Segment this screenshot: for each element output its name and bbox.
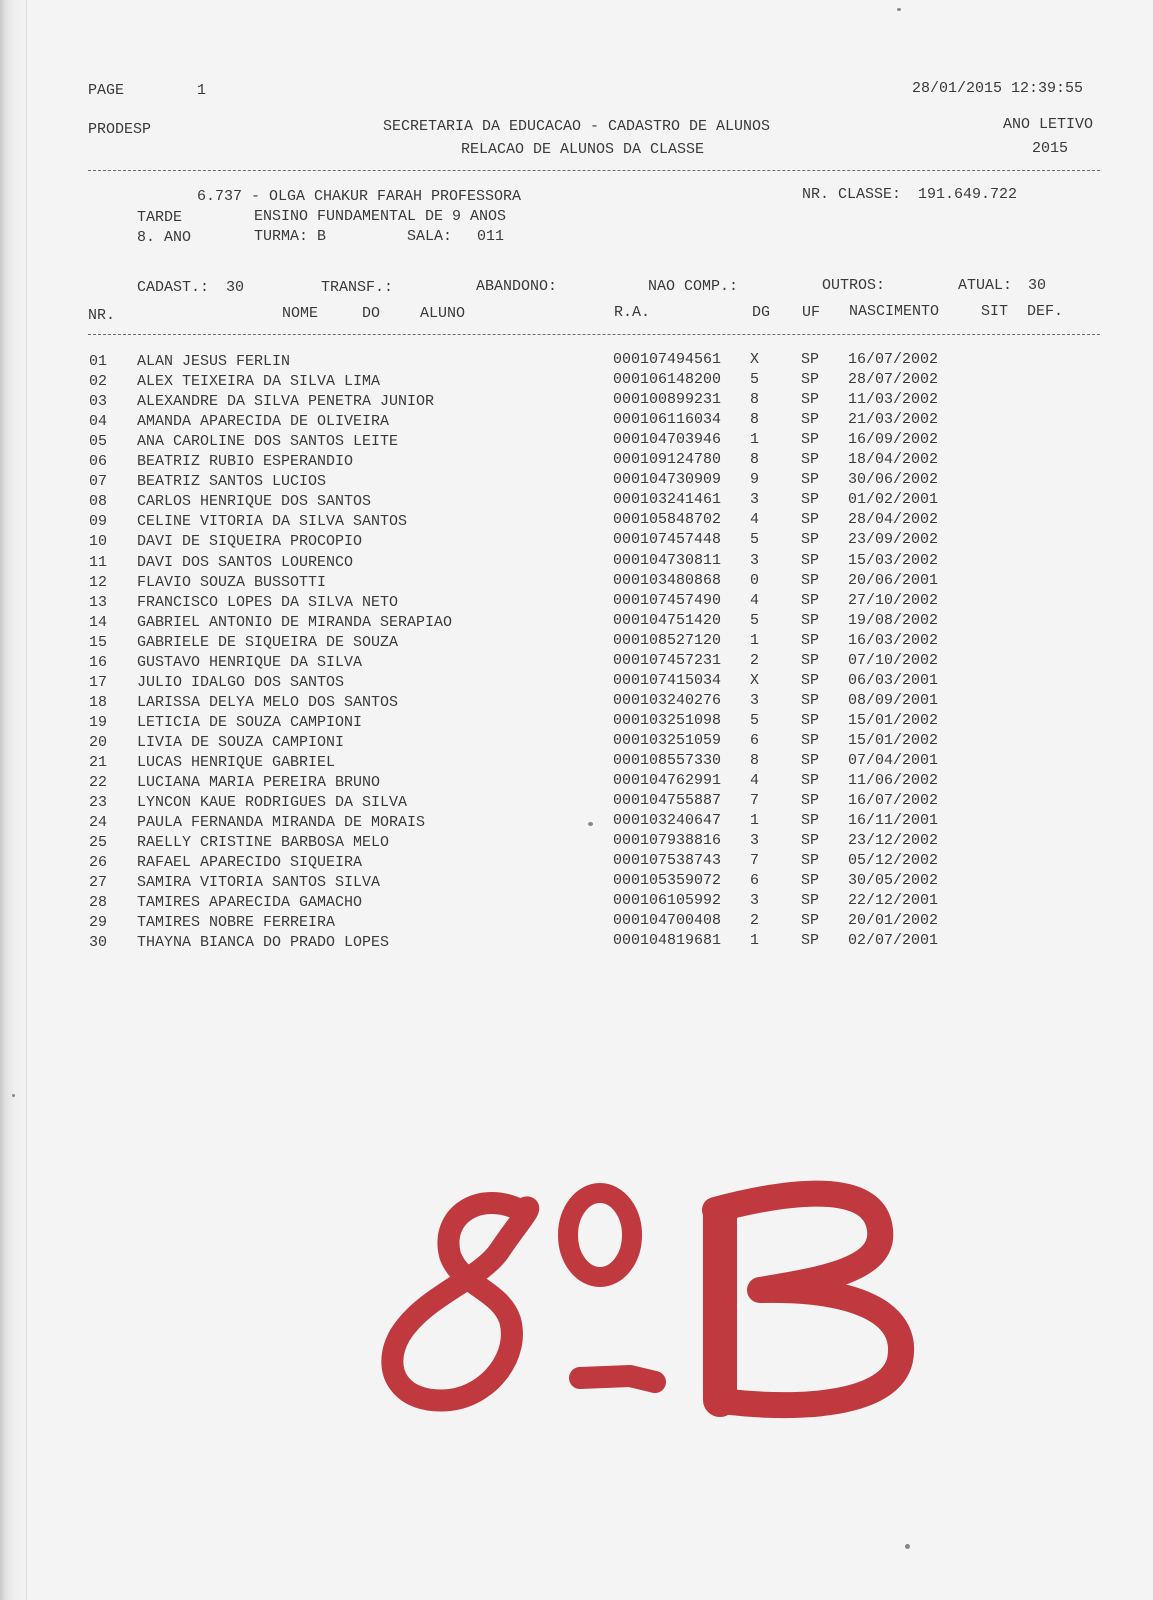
row-ra: 000103251059 [613,732,722,749]
row-student-name: CELINE VITORIA DA SILVA SANTOS [137,513,408,530]
row-dg: 2 [750,652,760,669]
row-ra: 000104751420 [613,612,722,629]
scan-edge [0,0,28,1600]
row-ra: 000107938816 [613,832,722,849]
page-label: PAGE [88,82,125,99]
row-birth-date: 20/01/2002 [848,912,939,929]
row-birth-date: 01/02/2001 [848,491,939,508]
row-birth-date: 16/03/2002 [848,632,939,649]
row-uf: SP [801,752,820,769]
col-header-nome: NOME [282,305,319,322]
row-birth-date: 20/06/2001 [848,572,939,589]
row-birth-date: 16/07/2002 [848,351,939,368]
row-nr: 07 [89,473,108,490]
row-ra: 000103240647 [613,812,722,829]
row-ra: 000100899231 [613,391,722,408]
row-dg: 8 [750,752,760,769]
col-header-uf: UF [802,304,821,321]
row-student-name: AMANDA APARECIDA DE OLIVEIRA [137,413,390,430]
row-nr: 11 [89,554,108,571]
row-ra: 000103251098 [613,712,722,729]
row-student-name: LYNCON KAUE RODRIGUES DA SILVA [137,794,408,811]
row-student-name: RAELLY CRISTINE BARBOSA MELO [137,834,390,851]
row-nr: 20 [89,734,108,751]
row-student-name: PAULA FERNANDA MIRANDA DE MORAIS [137,814,426,831]
abandono-label: ABANDONO: [476,278,558,295]
row-dg: 4 [750,592,760,609]
row-nr: 16 [89,654,108,671]
row-student-name: GABRIELE DE SIQUEIRA DE SOUZA [137,634,399,651]
row-ra: 000104730811 [613,552,722,569]
org-name: PRODESP [88,121,152,138]
separator-line [88,334,1100,335]
row-birth-date: 19/08/2002 [848,612,939,629]
row-nr: 04 [89,413,108,430]
row-birth-date: 16/09/2002 [848,431,939,448]
row-student-name: TAMIRES NOBRE FERREIRA [137,914,336,931]
row-ra: 000107415034 [613,672,722,689]
col-header-def: DEF. [1027,303,1064,320]
row-nr: 21 [89,754,108,771]
atual-label: ATUAL: [958,277,1013,294]
row-nr: 14 [89,614,108,631]
row-ra: 000107538743 [613,852,722,869]
row-uf: SP [801,852,820,869]
row-birth-date: 02/07/2001 [848,932,939,949]
row-birth-date: 07/04/2001 [848,752,939,769]
row-dg: 3 [750,832,760,849]
row-birth-date: 22/12/2001 [848,892,939,909]
row-ra: 000108527120 [613,632,722,649]
row-birth-date: 28/04/2002 [848,511,939,528]
row-nr: 25 [89,834,108,851]
sala-value: 011 [477,228,505,245]
row-birth-date: 06/03/2001 [848,672,939,689]
row-student-name: LIVIA DE SOUZA CAMPIONI [137,734,345,751]
scan-speck [897,8,901,11]
row-birth-date: 16/07/2002 [848,792,939,809]
cadast-value: 30 [226,279,245,296]
row-student-name: ALAN JESUS FERLIN [137,353,291,370]
row-student-name: BEATRIZ SANTOS LUCIOS [137,473,327,490]
row-dg: 8 [750,391,760,408]
row-student-name: ALEXANDRE DA SILVA PENETRA JUNIOR [137,393,435,410]
row-ra: 000106105992 [613,892,722,909]
row-ra: 000104819681 [613,932,722,949]
row-uf: SP [801,732,820,749]
row-nr: 24 [89,814,108,831]
transf-label: TRANSF.: [321,279,394,296]
col-header-sit: SIT [981,303,1009,320]
row-student-name: DAVI DOS SANTOS LOURENCO [137,554,354,571]
row-student-name: BEATRIZ RUBIO ESPERANDIO [137,453,354,470]
scan-speck [905,1544,910,1549]
row-birth-date: 08/09/2001 [848,692,939,709]
row-student-name: LUCIANA MARIA PEREIRA BRUNO [137,774,381,791]
grade: 8. ANO [137,229,192,246]
row-ra: 000104700408 [613,912,722,929]
row-uf: SP [801,491,820,508]
row-birth-date: 05/12/2002 [848,852,939,869]
cadast-label: CADAST.: [137,279,210,296]
row-uf: SP [801,351,820,368]
school-name: 6.737 - OLGA CHAKUR FARAH PROFESSORA [197,188,522,205]
row-ra: 000105848702 [613,511,722,528]
row-uf: SP [801,391,820,408]
row-nr: 02 [89,373,108,390]
row-birth-date: 07/10/2002 [848,652,939,669]
row-birth-date: 30/05/2002 [848,872,939,889]
report-subtitle: RELACAO DE ALUNOS DA CLASSE [461,141,705,158]
row-birth-date: 21/03/2002 [848,411,939,428]
row-birth-date: 11/03/2002 [848,391,939,408]
row-nr: 01 [89,353,108,370]
handwritten-eight [392,1203,528,1401]
row-birth-date: 15/01/2002 [848,712,939,729]
row-nr: 28 [89,894,108,911]
row-ra: 000106116034 [613,411,722,428]
row-birth-date: 23/12/2002 [848,832,939,849]
row-dg: 1 [750,932,760,949]
row-uf: SP [801,411,820,428]
row-nr: 30 [89,934,108,951]
row-birth-date: 28/07/2002 [848,371,939,388]
row-nr: 22 [89,774,108,791]
row-dg: 6 [750,872,760,889]
row-uf: SP [801,632,820,649]
handwritten-ordinal-circle [568,1193,632,1277]
row-uf: SP [801,531,820,548]
row-nr: 23 [89,794,108,811]
row-student-name: SAMIRA VITORIA SANTOS SILVA [137,874,381,891]
row-uf: SP [801,552,820,569]
school-year: 2015 [1032,140,1069,157]
scan-speck [588,822,593,826]
row-uf: SP [801,612,820,629]
row-student-name: LARISSA DELYA MELO DOS SANTOS [137,694,399,711]
row-birth-date: 15/03/2002 [848,552,939,569]
row-uf: SP [801,712,820,729]
row-dg: 0 [750,572,760,589]
class-number-label: NR. CLASSE: [802,186,902,203]
row-dg: 1 [750,431,760,448]
row-uf: SP [801,471,820,488]
row-dg: 3 [750,892,760,909]
row-ra: 000107457231 [613,652,722,669]
row-uf: SP [801,872,820,889]
row-dg: 5 [750,531,760,548]
row-student-name: GABRIEL ANTONIO DE MIRANDA SERAPIAO [137,614,453,631]
row-ra: 000107457490 [613,592,722,609]
row-ra: 000104730909 [613,471,722,488]
separator-line [88,170,1100,171]
row-student-name: RAFAEL APARECIDO SIQUEIRA [137,854,363,871]
row-dg: 5 [750,712,760,729]
row-uf: SP [801,431,820,448]
row-student-name: CARLOS HENRIQUE DOS SANTOS [137,493,372,510]
row-nr: 03 [89,393,108,410]
row-dg: 8 [750,451,760,468]
row-uf: SP [801,511,820,528]
row-nr: 10 [89,533,108,550]
row-uf: SP [801,832,820,849]
period: TARDE [137,209,183,226]
row-dg: 6 [750,732,760,749]
row-uf: SP [801,592,820,609]
scan-speck [12,1094,15,1097]
row-nr: 12 [89,574,108,591]
row-student-name: JULIO IDALGO DOS SANTOS [137,674,345,691]
row-birth-date: 27/10/2002 [848,592,939,609]
row-dg: 4 [750,772,760,789]
row-dg: X [750,351,760,368]
row-student-name: FLAVIO SOUZA BUSSOTTI [137,574,327,591]
row-uf: SP [801,772,820,789]
col-header-dg: DG [752,304,771,321]
row-nr: 17 [89,674,108,691]
row-birth-date: 15/01/2002 [848,732,939,749]
row-nr: 19 [89,714,108,731]
row-uf: SP [801,912,820,929]
row-dg: 9 [750,471,760,488]
outros-label: OUTROS: [822,277,886,294]
row-ra: 000106148200 [613,371,722,388]
row-birth-date: 30/06/2002 [848,471,939,488]
row-dg: 8 [750,411,760,428]
row-ra: 000107494561 [613,351,722,368]
school-year-label: ANO LETIVO [1003,116,1094,133]
row-ra: 000103480868 [613,572,722,589]
row-ra: 000104703946 [613,431,722,448]
row-uf: SP [801,371,820,388]
row-dg: X [750,672,760,689]
page-number: 1 [197,82,207,99]
row-dg: 5 [750,612,760,629]
row-birth-date: 18/04/2002 [848,451,939,468]
row-ra: 000103241461 [613,491,722,508]
col-header-do: DO [362,305,381,322]
row-dg: 4 [750,511,760,528]
row-dg: 3 [750,552,760,569]
row-dg: 3 [750,692,760,709]
row-student-name: FRANCISCO LOPES DA SILVA NETO [137,594,399,611]
turma-label: TURMA: [254,228,309,245]
row-ra: 000104755887 [613,792,722,809]
row-uf: SP [801,792,820,809]
row-student-name: LUCAS HENRIQUE GABRIEL [137,754,336,771]
row-uf: SP [801,932,820,949]
row-uf: SP [801,892,820,909]
row-dg: 7 [750,852,760,869]
row-student-name: DAVI DE SIQUEIRA PROCOPIO [137,533,363,550]
row-uf: SP [801,572,820,589]
row-nr: 08 [89,493,108,510]
row-student-name: ALEX TEIXEIRA DA SILVA LIMA [137,373,381,390]
row-nr: 06 [89,453,108,470]
turma-value: B [317,228,327,245]
row-uf: SP [801,451,820,468]
row-dg: 1 [750,632,760,649]
row-nr: 27 [89,874,108,891]
row-ra: 000109124780 [613,451,722,468]
row-ra: 000104762991 [613,772,722,789]
row-nr: 15 [89,634,108,651]
row-dg: 2 [750,912,760,929]
row-dg: 3 [750,491,760,508]
report-title: SECRETARIA DA EDUCACAO - CADASTRO DE ALUNOS [383,118,771,135]
row-student-name: GUSTAVO HENRIQUE DA SILVA [137,654,363,671]
row-nr: 05 [89,433,108,450]
row-nr: 26 [89,854,108,871]
col-header-nascimento: NASCIMENTO [849,303,940,320]
row-uf: SP [801,652,820,669]
row-dg: 1 [750,812,760,829]
row-ra: 000105359072 [613,872,722,889]
row-nr: 09 [89,513,108,530]
col-header-nr: NR. [88,307,116,324]
row-uf: SP [801,692,820,709]
row-nr: 13 [89,594,108,611]
nao-comp-label: NAO COMP.: [648,278,739,295]
col-header-ra: R.A. [614,304,651,321]
row-uf: SP [801,672,820,689]
row-student-name: THAYNA BIANCA DO PRADO LOPES [137,934,390,951]
row-student-name: ANA CAROLINE DOS SANTOS LEITE [137,433,399,450]
row-ra: 000107457448 [613,531,722,548]
row-nr: 18 [89,694,108,711]
handwritten-class-mark [370,1170,950,1440]
row-ra: 000103240276 [613,692,722,709]
row-student-name: LETICIA DE SOUZA CAMPIONI [137,714,363,731]
row-dg: 5 [750,371,760,388]
row-birth-date: 16/11/2001 [848,812,939,829]
row-birth-date: 11/06/2002 [848,772,939,789]
row-birth-date: 23/09/2002 [848,531,939,548]
row-uf: SP [801,812,820,829]
row-ra: 000108557330 [613,752,722,769]
row-nr: 29 [89,914,108,931]
col-header-aluno: ALUNO [420,305,466,322]
handwritten-ordinal-dash [580,1376,655,1382]
print-datetime: 28/01/2015 12:39:55 [912,80,1084,97]
education-level: ENSINO FUNDAMENTAL DE 9 ANOS [254,208,507,225]
sala-label: SALA: [407,228,453,245]
row-dg: 7 [750,792,760,809]
atual-value: 30 [1028,277,1047,294]
class-number: 191.649.722 [918,186,1018,203]
row-student-name: TAMIRES APARECIDA GAMACHO [137,894,363,911]
